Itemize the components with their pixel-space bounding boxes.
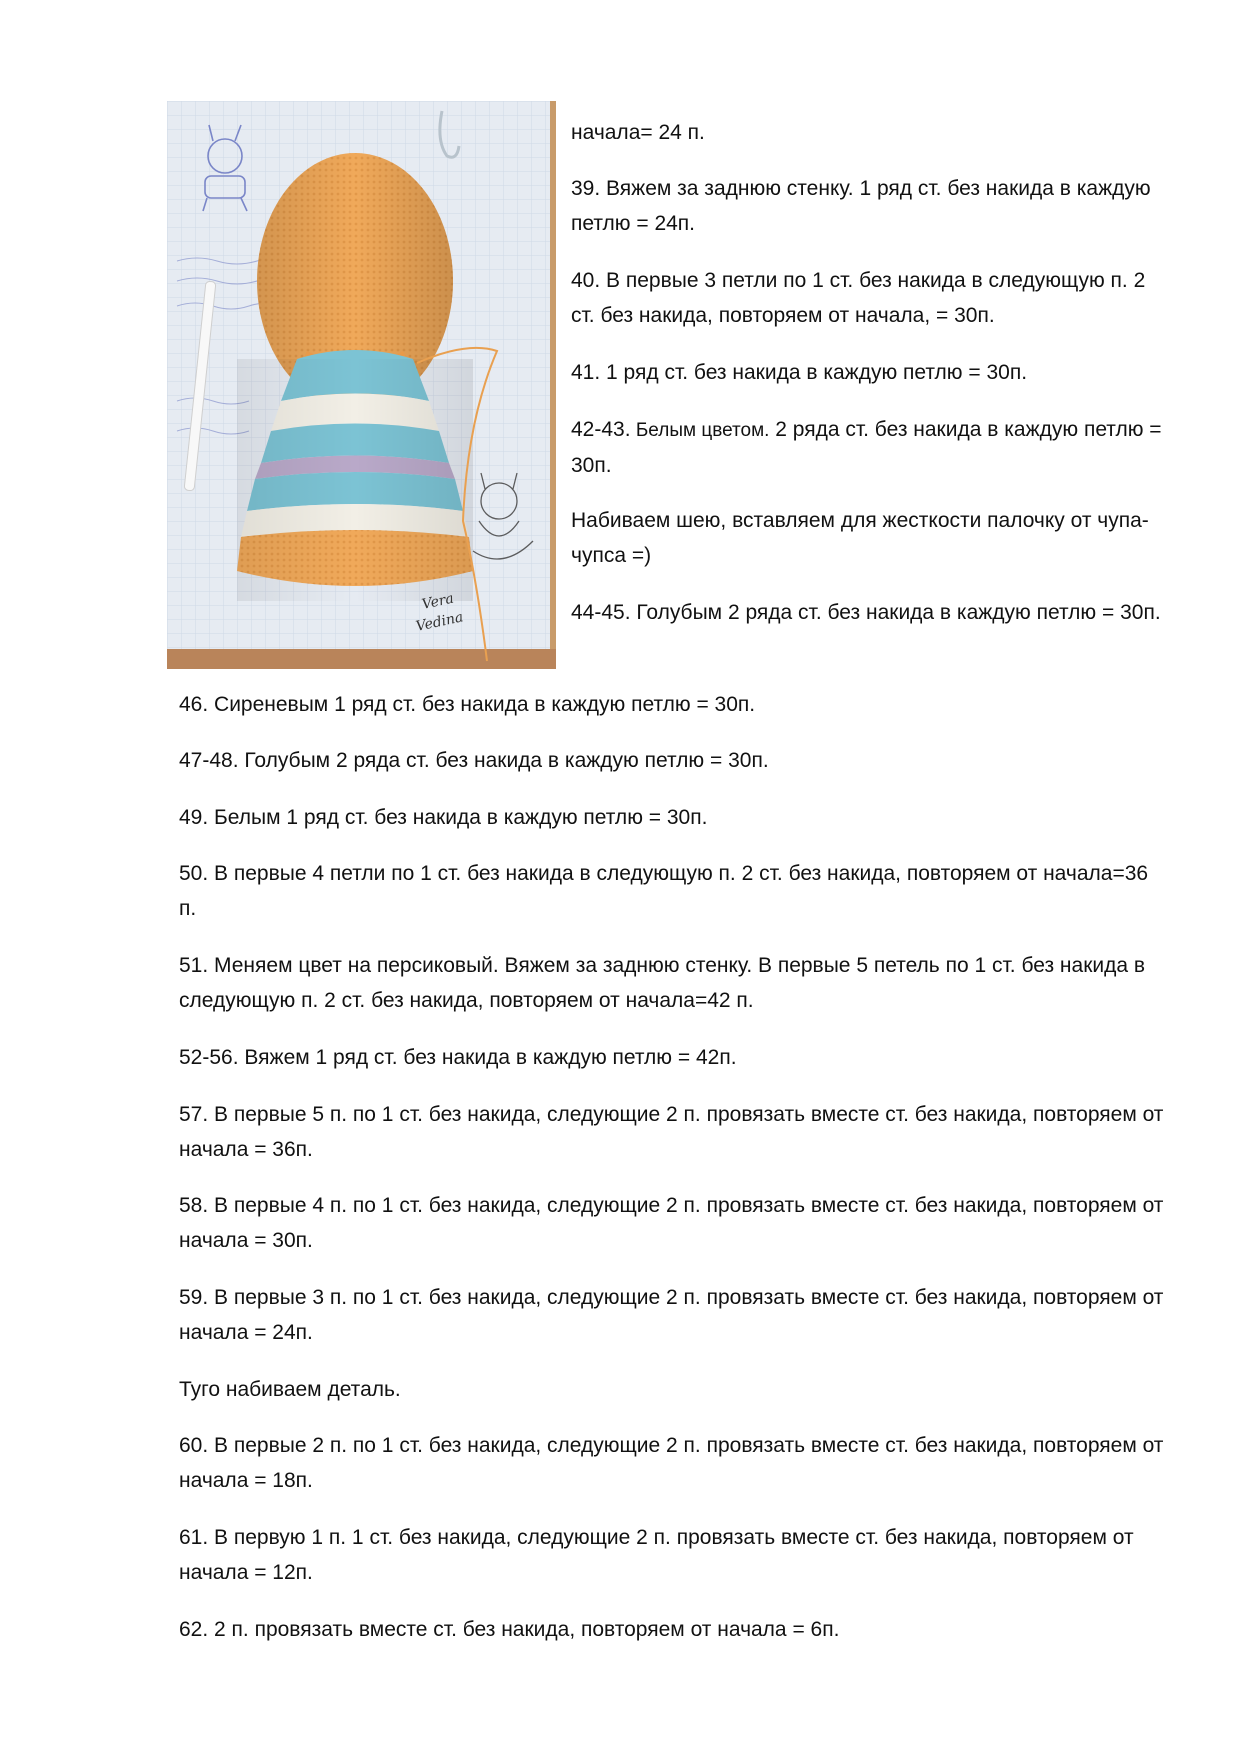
paragraph-row-39: 39. Вяжем за заднюю стенку. 1 ряд ст. без накида в каждую петлю = 24п. bbox=[571, 177, 1151, 235]
paragraph-row-51: 51. Меняем цвет на персиковый. Вяжем за заднюю стенку. В первые 5 петель по 1 ст. без накида в следующую п. 2 ст. без накида, повторяем от начала=42 п. bbox=[179, 954, 1146, 1012]
crochet-photo-image bbox=[167, 101, 556, 669]
paragraph-row-57: 57. В первые 5 п. по 1 ст. без накида, следующие 2 п. провязать вместе ст. без накида, повторяем от начала = 36п. bbox=[179, 1103, 1164, 1161]
crochet-body bbox=[237, 350, 473, 601]
paragraph-continuation: начала= 24 п. bbox=[571, 121, 705, 144]
row-instruction: 2 ряда ст. без накида в каждую петлю = 30п. bbox=[571, 418, 1162, 477]
paragraph-row-44-45: 44-45. Голубым 2 ряда ст. без накида в каждую петлю = 30п. bbox=[571, 601, 1161, 624]
paragraph-row-58: 58. В первые 4 п. по 1 ст. без накида, следующие 2 п. провязать вместе ст. без накида, повторяем от начала = 30п. bbox=[179, 1194, 1164, 1252]
crochet-photo bbox=[167, 101, 556, 669]
paragraph-row-46: 46. Сиреневым 1 ряд ст. без накида в каждую петлю = 30п. bbox=[179, 693, 756, 716]
row-number: 42-43. bbox=[571, 418, 631, 441]
paragraph-row-50: 50. В первые 4 петли по 1 ст. без накида в следующую п. 2 ст. без накида, повторяем от начала=36 п. bbox=[179, 862, 1149, 920]
watermark-text-1: Vera bbox=[420, 590, 456, 613]
paragraph-row-49: 49. Белым 1 ряд ст. без накида в каждую петлю = 30п. bbox=[179, 806, 708, 829]
paragraph-row-52-56: 52-56. Вяжем 1 ряд ст. без накида в каждую петлю = 42п. bbox=[179, 1046, 737, 1069]
watermark-text-2: Vedina bbox=[414, 609, 465, 635]
paragraph-row-42-43 bbox=[571, 412, 1171, 483]
paragraph-row-62: 62. 2 п. провязать вместе ст. без накида, повторяем от начала = 6п. bbox=[179, 1618, 840, 1641]
paragraph-stuffing-note: Набиваем шею, вставляем для жесткости палочку от чупа-чупса =) bbox=[571, 509, 1149, 567]
paragraph-row-60: 60. В первые 2 п. по 1 ст. без накида, следующие 2 п. провязать вместе ст. без накида, повторяем от начала = 18п. bbox=[179, 1434, 1164, 1492]
paragraph-row-40: 40. В первые 3 петли по 1 ст. без накида в следующую п. 2 ст. без накида, повторяем от начала, = 30п. bbox=[571, 269, 1146, 327]
paragraph-row-47-48: 47-48. Голубым 2 ряда ст. без накида в каждую петлю = 30п. bbox=[179, 749, 769, 772]
paragraph-row-59: 59. В первые 3 п. по 1 ст. без накида, следующие 2 п. провязать вместе ст. без накида, повторяем от начала = 24п. bbox=[179, 1286, 1164, 1344]
paragraph-stuff-tightly: Туго набиваем деталь. bbox=[179, 1378, 401, 1401]
paragraph-row-61: 61. В первую 1 п. 1 ст. без накида, следующие 2 п. провязать вместе ст. без накида, повторяем от начала = 12п. bbox=[179, 1526, 1134, 1584]
color-note: Белым цветом. bbox=[630, 420, 770, 441]
paragraph-row-41: 41. 1 ряд ст. без накида в каждую петлю = 30п. bbox=[571, 361, 1028, 384]
